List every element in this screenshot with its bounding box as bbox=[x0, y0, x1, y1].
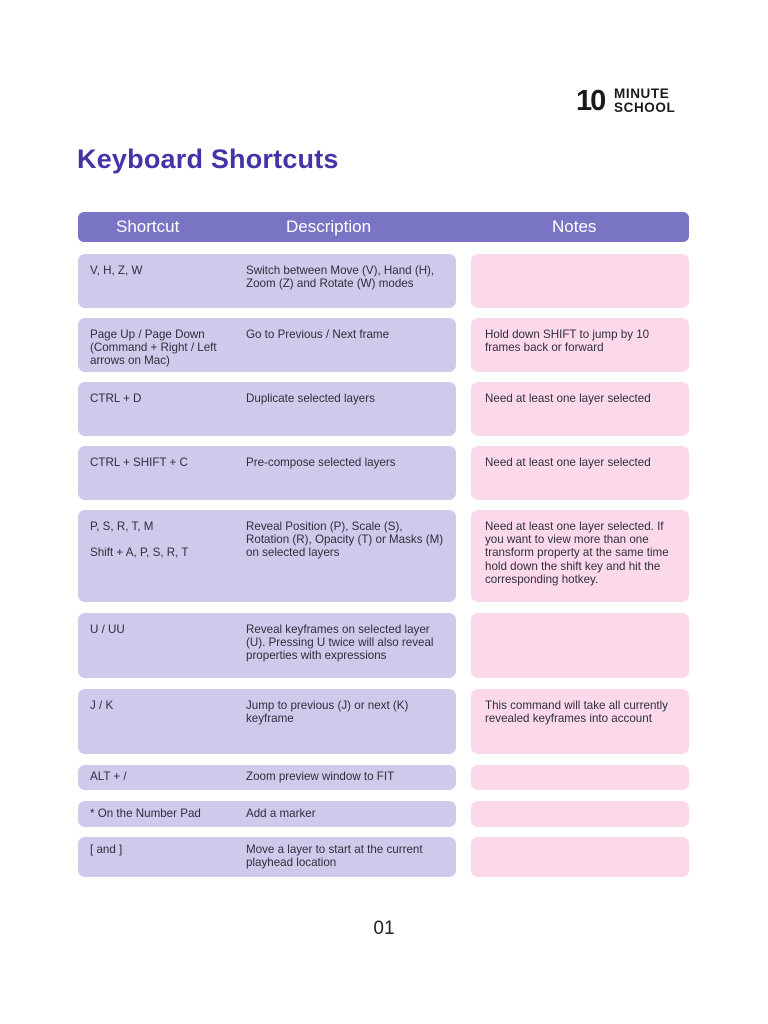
shortcut-text: ALT + / bbox=[90, 770, 127, 783]
description-text: Pre-compose selected layers bbox=[246, 456, 396, 469]
table-row-shortcut-cell bbox=[78, 837, 456, 877]
description-text: Switch between Move (V), Hand (H), Zoom (Z) and Rotate (W) modes bbox=[246, 264, 435, 291]
notes-cell: Need at least one layer selected. If you want to view more than one transform property at the same time hold down the shift key and hit the corresponding hotkey. bbox=[471, 510, 689, 602]
header-notes: Notes bbox=[552, 217, 597, 236]
shortcut-text: J / K bbox=[90, 699, 114, 712]
table-header bbox=[78, 212, 689, 242]
shortcut-line-1: P, S, R, T, M bbox=[90, 520, 154, 533]
header-description: Description bbox=[286, 217, 372, 236]
page-title: Keyboard Shortcuts bbox=[77, 144, 339, 174]
notes-cell bbox=[471, 837, 689, 877]
shortcut-text: * On the Number Pad bbox=[90, 807, 201, 820]
shortcut-text bbox=[90, 520, 235, 559]
table-row-shortcut-cell bbox=[78, 689, 456, 754]
table-row-shortcut-cell bbox=[78, 254, 456, 308]
shortcut-text: CTRL + SHIFT + C bbox=[90, 456, 188, 469]
shortcut-text: V, H, Z, W bbox=[90, 264, 143, 277]
description-text: Reveal keyframes on selected layer (U). Pressing U twice will also reveal properties with expressions bbox=[246, 623, 434, 663]
logo-number: 10 bbox=[576, 85, 605, 117]
description-text: Duplicate selected layers bbox=[246, 392, 375, 405]
notes-cell bbox=[471, 765, 689, 790]
shortcut-text: Page Up / Page Down (Command + Right / Left arrows on Mac) bbox=[90, 328, 217, 368]
header-shortcut: Shortcut bbox=[116, 217, 180, 236]
notes-cell: Hold down SHIFT to jump by 10 frames back or forward bbox=[471, 318, 689, 372]
logo-text bbox=[614, 87, 675, 115]
table-row-shortcut-cell bbox=[78, 801, 456, 827]
notes-cell: Need at least one layer selected bbox=[471, 446, 689, 500]
shortcut-line-2: Shift + A, P, S, R, T bbox=[90, 546, 189, 560]
description-text: Reveal Position (P), Scale (S), Rotation (R), Opacity (T) or Masks (M) on selected layers bbox=[246, 520, 444, 560]
logo-line-2: SCHOOL bbox=[614, 100, 676, 115]
notes-cell: This command will take all currently revealed keyframes into account bbox=[471, 689, 689, 754]
page-number: 01 bbox=[373, 918, 395, 939]
table-row-shortcut-cell bbox=[78, 318, 456, 372]
notes-cell bbox=[471, 613, 689, 678]
description-text: Jump to previous (J) or next (K) keyframe bbox=[246, 699, 409, 726]
description-text: Add a marker bbox=[246, 807, 316, 820]
description-text: Zoom preview window to FIT bbox=[246, 770, 395, 783]
description-text: Go to Previous / Next frame bbox=[246, 328, 390, 341]
notes-cell bbox=[471, 254, 689, 308]
table-row-shortcut-cell bbox=[78, 446, 456, 500]
table-row-shortcut-cell bbox=[78, 382, 456, 436]
shortcut-text: CTRL + D bbox=[90, 392, 142, 405]
notes-cell: Need at least one layer selected bbox=[471, 382, 689, 436]
table-row-shortcut-cell bbox=[78, 510, 456, 602]
shortcut-text: [ and ] bbox=[90, 843, 123, 856]
notes-cell bbox=[471, 801, 689, 827]
shortcut-text: U / UU bbox=[90, 623, 125, 636]
brand-logo bbox=[576, 86, 692, 118]
logo-line-1: MINUTE bbox=[614, 86, 670, 101]
table-row-shortcut-cell bbox=[78, 613, 456, 678]
table-row-shortcut-cell bbox=[78, 765, 456, 790]
description-text: Move a layer to start at the current playhead location bbox=[246, 843, 423, 870]
